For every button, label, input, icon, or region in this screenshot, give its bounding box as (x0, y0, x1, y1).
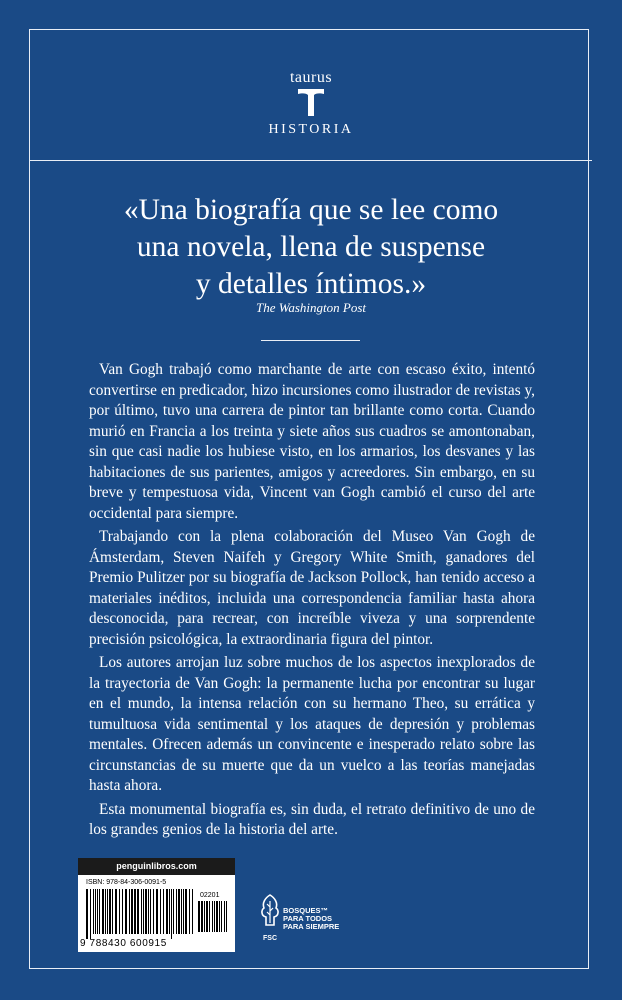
barcode-bar (160, 889, 161, 934)
bosques-line: BOSQUES™ (283, 906, 329, 915)
barcode-bar (183, 889, 184, 934)
fsc-label: FSC (263, 935, 277, 942)
barcode-bar (216, 901, 218, 932)
barcode-bar (221, 901, 222, 932)
barcode-bar (201, 901, 203, 932)
bosques-label (283, 907, 339, 931)
description-paragraph: Los autores arrojan luz sobre muchos de los aspectos inexplorados de la trayectoria de Van Gogh: la permanente lucha por encontrar su lugar en el mundo, la intensa relación con su hermano Theo, su errática y tumultuosa vida sentimental y los ataques de depresión y problemas mentales. Ofrecen además un convincente e inesperado relato sobre las circunstancias de su muerte que da un vuelco a las teorías manejadas hasta ahora. (89, 654, 535, 794)
blurb-source: The Washington Post (255, 300, 367, 315)
collection-name: HISTORIA (268, 122, 354, 137)
barcode-bar (219, 901, 220, 932)
barcode-bar (156, 889, 158, 934)
barcode-bar (119, 889, 120, 934)
barcode-bar (150, 889, 151, 934)
barcode-bar (189, 889, 190, 934)
fsc-tree-icon (258, 892, 282, 934)
barcode-bar (148, 889, 149, 934)
barcode-bar (171, 889, 172, 939)
barcode-bar (185, 889, 187, 934)
barcode-bar (125, 889, 127, 934)
barcode-panel (78, 858, 235, 952)
barcode-bar (93, 889, 94, 934)
ean-barcode (86, 889, 196, 939)
barcode-bar (206, 901, 208, 932)
barcode-bar (181, 889, 182, 934)
barcode-bar (224, 901, 225, 932)
barcode-bar (97, 889, 98, 934)
taurus-t-logo-icon (297, 88, 325, 118)
barcode-bar (163, 889, 164, 934)
barcode-bar (153, 889, 154, 934)
barcode-bar (102, 889, 104, 934)
barcode-bar (99, 889, 100, 934)
barcode-bar (198, 901, 200, 932)
barcode-bar (192, 889, 193, 934)
barcode-bar (112, 889, 113, 934)
isbn-label: ISBN: 978-84-306-0091-5 (86, 879, 167, 886)
barcode-bar (107, 889, 108, 934)
barcode-bar (143, 889, 144, 934)
publisher-logo (0, 70, 622, 138)
barcode-bar (178, 889, 180, 934)
barcode-bar (134, 889, 136, 934)
barcode-bar (226, 901, 227, 932)
barcode-bar (214, 901, 215, 932)
imprint-name: taurus (289, 69, 333, 86)
blurb-line: una novela, llena de suspense (136, 231, 486, 263)
barcode-bar (95, 889, 96, 934)
barcode-bar (105, 889, 106, 934)
bosques-line: PARA SIEMPRE (283, 922, 340, 931)
addon-number: 02201 (200, 892, 220, 899)
description-paragraph: Trabajando con la plena colaboración del Museo Van Gogh de Ámsterdam, Steven Naifeh y Gregory White Smith, ganadores del Premio Pulitzer por su biografía de Jackson Pollock, han tenido acceso a materiales inéditos, incluida una correspondencia familiar hasta ahora desconocida, para recrear, con increíble viveza y una sorprendente precisión psicológica, la extraordinaria figura del pintor. (89, 528, 535, 648)
blurb-line: y detalles íntimos.» (195, 268, 427, 300)
barcode-bar (169, 889, 170, 934)
barcode-bar (204, 901, 205, 932)
publisher-website: penguinlibros.com (78, 858, 235, 875)
barcode-bar (129, 889, 130, 934)
barcode-bar (141, 889, 142, 934)
ean-number: 9 788430 600915 (80, 938, 167, 949)
book-description (89, 360, 535, 841)
barcode-bar (176, 889, 177, 934)
barcode-bar (209, 901, 210, 932)
barcode-bar (173, 889, 174, 934)
barcode-bar (212, 901, 213, 932)
bosques-line: PARA TODOS (283, 914, 333, 923)
description-paragraph: Van Gogh trabajó como marchante de arte con escaso éxito, intentó convertirse en predicador, hizo incursiones como ilustrador de revistas y, por último, tuvo una carrera de pintor tan brillante como corta. Cuando murió en Francia a los treinta y siete años sus cuadros se amontonaban, sin que casi nadie los hubiese visto, en los armarios, los desvanes y las habitaciones de sus parientes, amigos y acreedores. Sin embargo, en su breve y tempestuosa vida, Vincent van Gogh cambió el curso del arte occidental para siempre. (89, 361, 535, 522)
barcode-bar (115, 889, 117, 934)
description-paragraph: Esta monumental biografía es, sin duda, el retrato definitivo de uno de los grandes genios de la historia del arte. (89, 800, 535, 838)
quote-divider (261, 340, 360, 341)
barcode-bar (145, 889, 147, 934)
blurb-quote (0, 192, 622, 303)
barcode-bar (122, 889, 123, 934)
barcode-bar (131, 889, 133, 934)
barcode-bar (109, 889, 111, 934)
addon-barcode (198, 901, 228, 939)
header-divider (29, 160, 592, 161)
barcode-bar (86, 889, 88, 939)
barcode-bar (90, 889, 91, 939)
barcode-bar (137, 889, 139, 934)
blurb-line: «Una biografía que se lee como (123, 194, 499, 226)
barcode-bar (166, 889, 168, 934)
